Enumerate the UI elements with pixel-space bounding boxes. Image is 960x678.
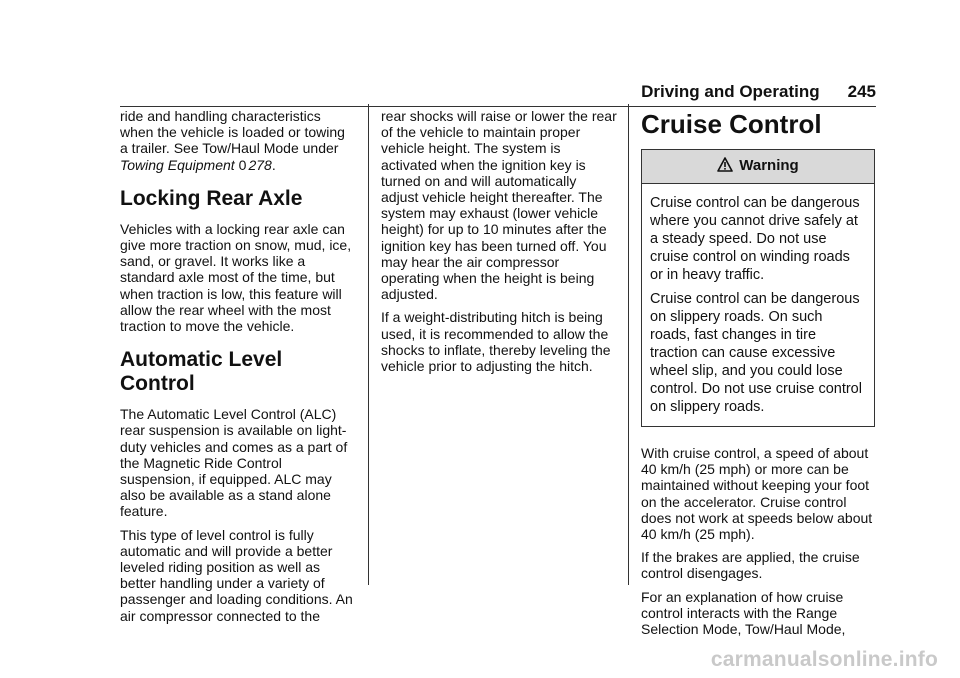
paragraph-hitch: If a weight-distributing hitch is being used, it is recommended to allow the shocks to inflate, thereby leveling the vehicle prior to adjusting the hitch.: [381, 309, 611, 375]
column-3: [641, 108, 875, 644]
heading-locking-rear-axle: Locking Rear Axle: [120, 186, 303, 210]
warning-box: [641, 149, 875, 427]
heading-cruise-control: Cruise Control: [641, 109, 822, 139]
column-divider-1: [368, 104, 369, 585]
watermark: carmanualsonline.info: [710, 648, 938, 671]
warning-body: [642, 184, 874, 426]
warning-header: [642, 150, 874, 184]
paragraph-brakes: If the brakes are applied, the cruise control disengages.: [641, 549, 860, 582]
heading-automatic-level-control: Automatic Level Control: [120, 348, 283, 396]
paragraph-alc-intro: The Automatic Level Control (ALC) rear suspension is available on light-duty vehicles and comes as a part of the Magnetic Ride Control suspension, if equipped. ALC may also be available as a stand alone feature.: [120, 406, 348, 520]
warning-paragraph-1: Cruise control can be dangerous where you cannot drive safely at a steady speed. Do not use cruise control on winding roads or in heavy traffic.: [650, 195, 860, 283]
towing-equipment-link[interactable]: Towing Equipment: [120, 156, 235, 173]
warning-title: Warning: [739, 157, 799, 175]
paragraph-tow-haul-ref: ride and handling characteristics when the vehicle is loaded or towing a trailer. See Tow/Haul Mode under Towing Equipment 0 278.: [120, 108, 345, 173]
page-number: 245: [847, 82, 876, 101]
paragraph-cruise-explanation: For an explanation of how cruise control interacts with the Range Selection Mode, Tow/Haul Mode,: [641, 588, 846, 638]
warning-triangle-icon: [717, 157, 733, 175]
header-rule: [120, 106, 876, 107]
column-1: [120, 108, 356, 631]
page-ref-arrow: 0: [238, 156, 247, 173]
page-header: [120, 82, 876, 104]
column-divider-2: [628, 104, 629, 585]
page-ref-number[interactable]: 278: [248, 156, 272, 173]
paragraph-locking-axle: Vehicles with a locking rear axle can give more traction on snow, mud, ice, sand, or gravel. It works like a standard axle most of the time, but when traction is low, this feature will allow the rear wheel with the most traction to move the vehicle.: [120, 220, 352, 335]
warning-triangle-icon-svg: [717, 157, 733, 172]
paragraph-alc-type: This type of level control is fully automatic and will provide a better leveled riding position as well as better handling under a variety of passenger and loading conditions. An air compressor connected to the: [120, 526, 353, 624]
warning-paragraph-2: Cruise control can be dangerous on slippery roads. On such roads, fast changes in tire traction can cause excessive wheel slip, and you could lose control. Do not use cruise control on slippery roads.: [650, 291, 862, 415]
paragraph-cruise-speed: With cruise control, a speed of about 40 km/h (25 mph) or more can be maintained without keeping your foot on the accelerator. Cruise control does not work at speeds below about 40 km/h (25 mph).: [641, 445, 873, 543]
section-title: Driving and Operating: [641, 82, 820, 101]
column-2: [381, 108, 617, 381]
paragraph-alc-operation: rear shocks will raise or lower the rear of the vehicle to maintain proper vehicle height. The system is activated when the ignition key is turned on and will automatically adjust vehicle height thereafter. The system may exhaust (lower vehicle height) for up to 10 minutes after the ignition key has been turned off. You may hear the air compressor operating when the height is being adjusted.: [381, 108, 617, 303]
